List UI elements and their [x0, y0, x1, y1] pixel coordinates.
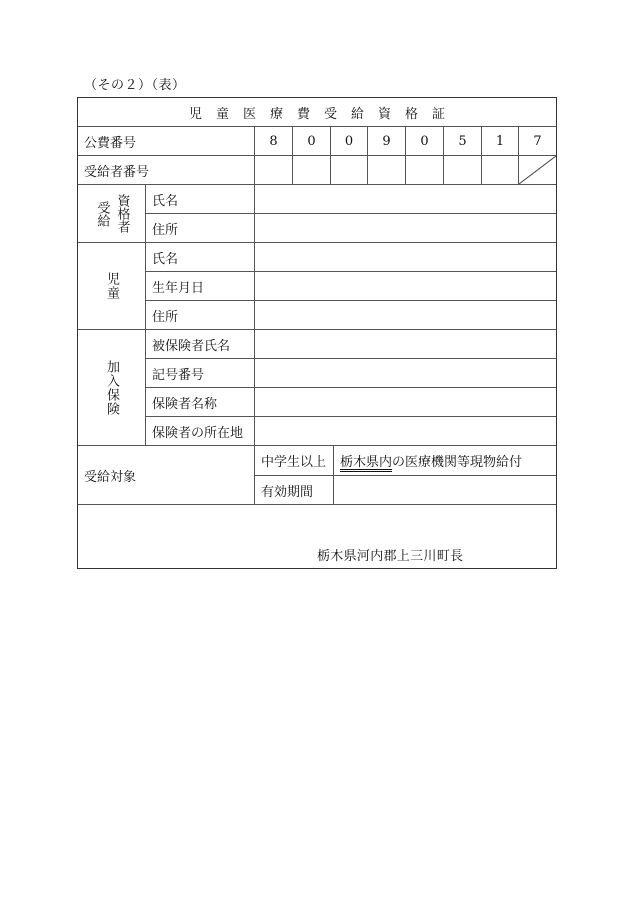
eligible-address-field	[255, 214, 556, 243]
benefit-region: 栃木県内	[340, 455, 393, 470]
public-number-digit: 5	[444, 127, 482, 156]
public-number-digit: 8	[255, 127, 293, 156]
public-number-digit: 0	[406, 127, 444, 156]
insurer-address-label: 保険者の所在地	[146, 417, 255, 446]
recipient-number-box	[406, 156, 444, 185]
public-number-digit: 9	[368, 127, 406, 156]
coverage-grade-label: 中学生以上	[255, 446, 334, 476]
recipient-number-label: 受給者番号	[78, 156, 255, 185]
eligible-name-label: 氏名	[146, 185, 255, 214]
recipient-number-box	[482, 156, 519, 185]
public-number-label: 公費番号	[78, 127, 255, 156]
public-number-digit: 7	[519, 127, 556, 156]
insurer-address-field	[255, 417, 556, 446]
child-address-field	[255, 301, 556, 330]
eligible-address-label: 住所	[146, 214, 255, 243]
insured-name-field	[255, 330, 556, 359]
recipient-number-box-crossed	[519, 156, 556, 185]
insured-name-label: 被保険者氏名	[146, 330, 255, 359]
validity-label: 有効期間	[255, 476, 334, 505]
recipient-number-box	[293, 156, 331, 185]
eligible-person-group-label	[78, 185, 146, 243]
child-name-field	[255, 243, 556, 272]
eligible-person-label-part1: 受給	[94, 200, 110, 227]
child-birthdate-label: 生年月日	[146, 272, 255, 301]
insurance-group-label: 加入保険	[78, 330, 146, 446]
public-number-digit: 0	[293, 127, 331, 156]
eligible-name-field	[255, 185, 556, 214]
child-birthdate-field	[255, 272, 556, 301]
issuer-name: 栃木県河内郡上三川町長	[317, 549, 464, 564]
recipient-number-box	[368, 156, 406, 185]
coverage-benefit	[334, 446, 556, 476]
benefit-description: の医療機関等現物給付	[392, 455, 523, 470]
eligible-person-label-part2: 資格者	[114, 194, 130, 233]
public-number-digit: 0	[331, 127, 368, 156]
recipient-number-box	[331, 156, 368, 185]
public-number-digit: 1	[482, 127, 519, 156]
symbol-number-field	[255, 359, 556, 388]
validity-field	[334, 476, 556, 505]
form-caption: （その２）（表）	[84, 78, 186, 93]
recipient-number-box	[255, 156, 293, 185]
child-name-label: 氏名	[146, 243, 255, 272]
child-group-label: 児童	[78, 243, 146, 330]
form-title: 児童医療費受給資格証	[78, 98, 556, 127]
insurer-name-field	[255, 388, 556, 417]
child-address-label: 住所	[146, 301, 255, 330]
coverage-label: 受給対象	[78, 446, 255, 505]
symbol-number-label: 記号番号	[146, 359, 255, 388]
diagonal-slash	[519, 156, 556, 184]
recipient-number-box	[444, 156, 482, 185]
insurer-name-label: 保険者名称	[146, 388, 255, 417]
certificate-form	[77, 97, 557, 569]
